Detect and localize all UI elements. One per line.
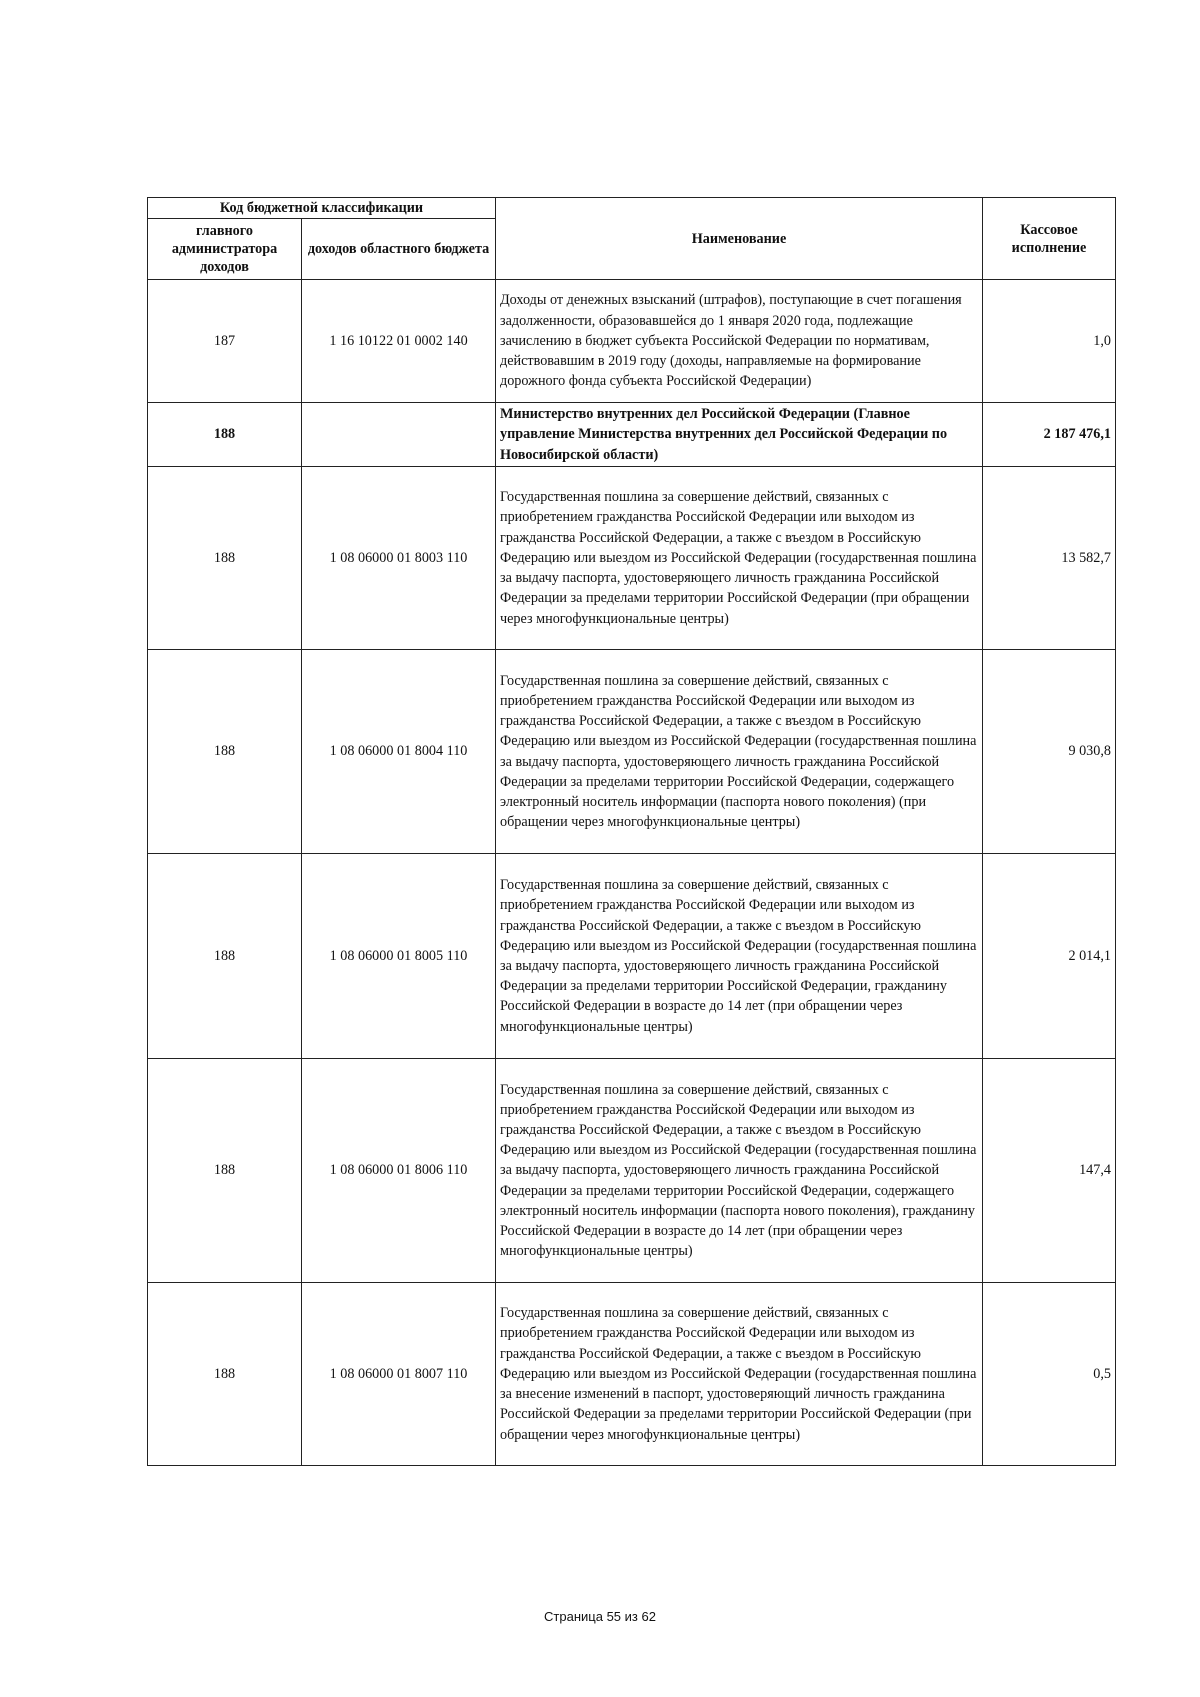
amount: 0,5 (983, 1283, 1116, 1466)
admin-code: 188 (148, 650, 302, 854)
income-code: 1 08 06000 01 8003 110 (302, 467, 496, 650)
table-row (148, 1059, 1116, 1283)
table-row (148, 467, 1116, 650)
income-name: Государственная пошлина за совершение действий, связанных с приобретением гражданства Российской Федерации или выходом из гражданства Российской Федерации, а также с въездом в Российскую Федерацию или выездом из Российской Федерации (государственная пошлина за выдачу паспорта, удостоверяющего личность гражданина Российской Федерации за пределами территории Российской Федерации, гражданину Российской Федерации в возрасте до 14 лет (при обращении через многофункциональные центры) (496, 854, 983, 1059)
income-code: 1 16 10122 01 0002 140 (302, 280, 496, 403)
amount: 9 030,8 (983, 650, 1116, 854)
header-admin: главного администратора доходов (148, 219, 302, 280)
amount: 147,4 (983, 1059, 1116, 1283)
income-name: Государственная пошлина за совершение действий, связанных с приобретением гражданства Российской Федерации или выходом из гражданства Российской Федерации, а также с въездом в Российскую Федерацию или выездом из Российской Федерации (государственная пошлина за внесение изменений в паспорт, удостоверяющий личность гражданина Российской Федерации за пределами территории Российской Федерации (при обращении через многофункциональные центры) (496, 1283, 983, 1466)
admin-code: 187 (148, 280, 302, 403)
income-code (302, 403, 496, 467)
table-row (148, 1283, 1116, 1466)
header-income-code: доходов областного бюджета (302, 219, 496, 280)
table-row (148, 650, 1116, 854)
income-name: Министерство внутренних дел Российской Федерации (Главное управление Министерства внутренних дел Российской Федерации по Новосибирской области) (496, 403, 983, 467)
table-row (148, 854, 1116, 1059)
income-name: Государственная пошлина за совершение действий, связанных с приобретением гражданства Российской Федерации или выходом из гражданства Российской Федерации, а также с въездом в Российскую Федерацию или выездом из Российской Федерации (государственная пошлина за выдачу паспорта, удостоверяющего личность гражданина Российской Федерации за пределами территории Российской Федерации, содержащего электронный носитель информации (паспорта нового поколения), гражданину Российской Федерации в возрасте до 14 лет (при обращении через многофункциональные центры) (496, 1059, 983, 1283)
amount: 2 014,1 (983, 854, 1116, 1059)
budget-table (147, 197, 1116, 1466)
amount: 13 582,7 (983, 467, 1116, 650)
income-name: Государственная пошлина за совершение действий, связанных с приобретением гражданства Российской Федерации или выходом из гражданства Российской Федерации, а также с въездом в Российскую Федерацию или выездом из Российской Федерации (государственная пошлина за выдачу паспорта, удостоверяющего личность гражданина Российской Федерации за пределами территории Российской Федерации, содержащего электронный носитель информации (паспорта нового поколения) (при обращении через многофункциональные центры) (496, 650, 983, 854)
income-code: 1 08 06000 01 8005 110 (302, 854, 496, 1059)
amount: 2 187 476,1 (983, 403, 1116, 467)
header-classification-code: Код бюджетной классификации (148, 198, 496, 219)
income-code: 1 08 06000 01 8006 110 (302, 1059, 496, 1283)
income-name: Доходы от денежных взысканий (штрафов), поступающие в счет погашения задолженности, образовавшейся до 1 января 2020 года, подлежащие зачислению в бюджет субъекта Российской Федерации по нормативам, действовавшим в 2019 году (доходы, направляемые на формирование дорожного фонда субъекта Российской Федерации) (496, 280, 983, 403)
page-number: Страница 55 из 62 (544, 1609, 656, 1624)
admin-code: 188 (148, 1059, 302, 1283)
admin-code: 188 (148, 854, 302, 1059)
table-row (148, 280, 1116, 403)
amount: 1,0 (983, 280, 1116, 403)
admin-code: 188 (148, 403, 302, 467)
header-name: Наименование (496, 198, 983, 280)
income-code: 1 08 06000 01 8007 110 (302, 1283, 496, 1466)
header-amount: Кассовое исполнение (983, 198, 1116, 280)
admin-code: 188 (148, 1283, 302, 1466)
admin-code: 188 (148, 467, 302, 650)
income-code: 1 08 06000 01 8004 110 (302, 650, 496, 854)
income-name: Государственная пошлина за совершение действий, связанных с приобретением гражданства Российской Федерации или выходом из гражданства Российской Федерации, а также с въездом в Российскую Федерацию или выездом из Российской Федерации (государственная пошлина за выдачу паспорта, удостоверяющего личность гражданина Российской Федерации за пределами территории Российской Федерации (при обращении через многофункциональные центры) (496, 467, 983, 650)
table-row (148, 403, 1116, 467)
